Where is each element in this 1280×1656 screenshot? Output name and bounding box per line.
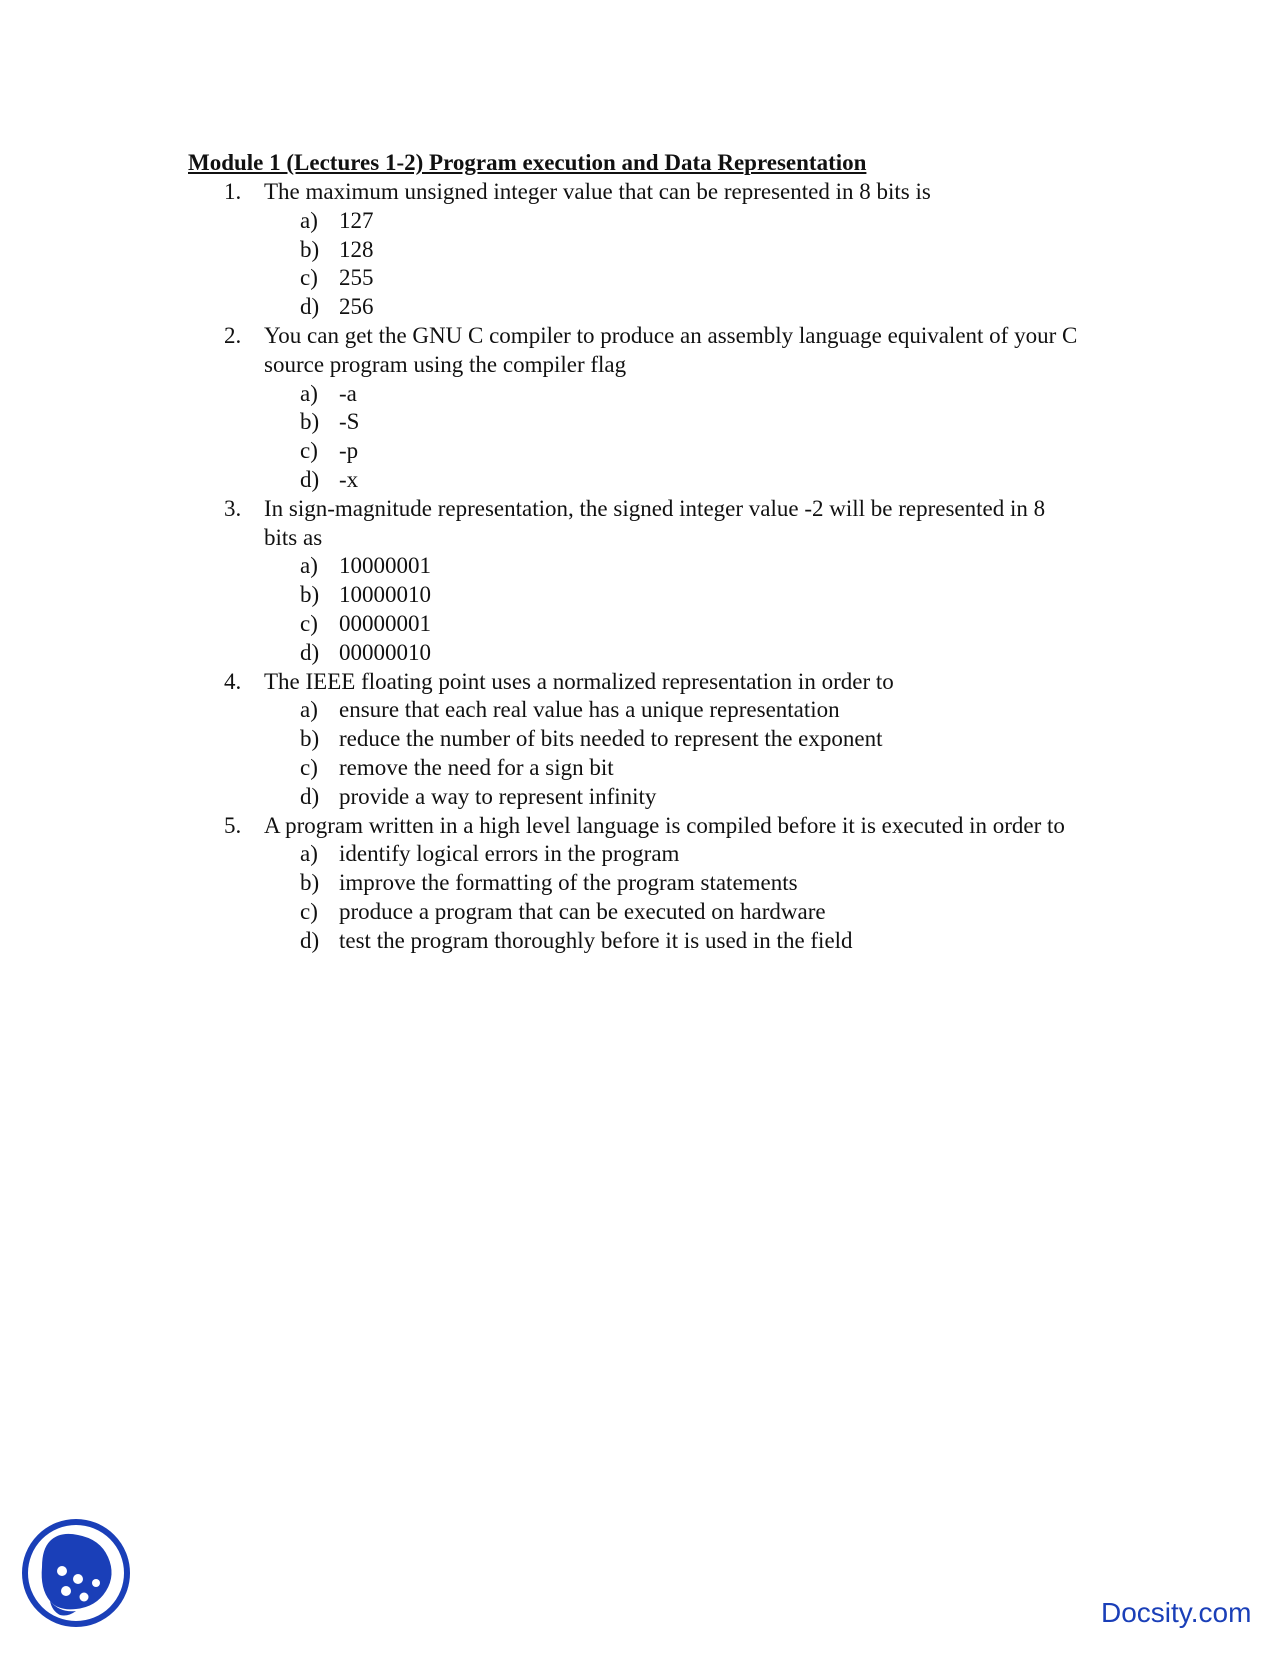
option-a: [188, 552, 1088, 581]
option-b: [188, 236, 1088, 265]
option-d: [188, 927, 1088, 956]
question-number: 4.: [224, 668, 242, 694]
option-text: 00000010: [339, 639, 431, 665]
question-2: [188, 322, 1088, 495]
option-text: provide a way to represent infinity: [339, 783, 657, 809]
option-letter: a): [300, 697, 318, 723]
option-list: [188, 840, 1088, 955]
option-list: [188, 207, 1088, 322]
option-letter: a): [300, 380, 318, 406]
option-text: -S: [339, 409, 360, 435]
option-letter: b): [300, 726, 320, 752]
option-b: [188, 581, 1088, 610]
option-c: [188, 610, 1088, 639]
option-a: [188, 207, 1088, 236]
question-5: [188, 812, 1088, 956]
question-number: 1.: [224, 179, 242, 204]
option-text: 00000001: [339, 610, 431, 636]
docsity-logo-icon[interactable]: [20, 1517, 132, 1629]
option-b: [188, 408, 1088, 437]
option-text: 127: [339, 207, 374, 233]
option-letter: a): [300, 553, 318, 579]
option-text: 10000010: [339, 582, 431, 608]
option-text: 255: [339, 265, 374, 291]
option-letter: a): [300, 207, 318, 233]
question-1: [188, 178, 1088, 322]
option-text: -x: [339, 466, 359, 492]
option-text: test the program thoroughly before it is used in the field: [339, 927, 853, 953]
option-letter: d): [300, 927, 320, 953]
option-c: [188, 754, 1088, 783]
option-letter: b): [300, 870, 320, 896]
option-letter: b): [300, 582, 320, 608]
option-text: ensure that each real value has a unique representation: [339, 697, 840, 723]
question-text: The maximum unsigned integer value that can be represented in 8 bits is: [264, 179, 931, 204]
option-a: [188, 840, 1088, 869]
docsity-brand-link[interactable]: Docsity.com: [1101, 1597, 1252, 1628]
option-letter: a): [300, 841, 318, 867]
question-text: You can get the GNU C compiler to produce an assembly language equivalent of your C source program using the compiler flag: [264, 322, 1078, 377]
option-text: improve the formatting of the program statements: [339, 870, 798, 896]
option-letter: d): [300, 639, 320, 665]
option-b: [188, 869, 1088, 898]
option-letter: d): [300, 783, 320, 809]
option-list: [188, 380, 1088, 495]
option-letter: c): [300, 754, 318, 780]
option-c: [188, 898, 1088, 927]
question-number: 2.: [224, 322, 242, 348]
question-number: 5.: [224, 812, 242, 838]
question-text: The IEEE floating point uses a normalized representation in order to: [264, 668, 894, 694]
option-list: [188, 552, 1088, 667]
option-text: reduce the number of bits needed to represent the exponent: [339, 726, 883, 752]
option-text: remove the need for a sign bit: [339, 754, 614, 780]
option-d: [188, 293, 1088, 322]
question-3: [188, 495, 1088, 668]
option-text: identify logical errors in the program: [339, 841, 680, 867]
option-letter: d): [300, 466, 320, 492]
option-text: 256: [339, 294, 374, 320]
option-a: [188, 696, 1088, 725]
question-4: [188, 668, 1088, 812]
option-list: [188, 696, 1088, 811]
option-c: [188, 437, 1088, 466]
option-letter: c): [300, 610, 318, 636]
option-text: -p: [339, 438, 359, 464]
option-text: 128: [339, 236, 374, 262]
option-letter: b): [300, 236, 320, 262]
option-letter: b): [300, 409, 320, 435]
module-heading: Module 1 (Lectures 1-2) Program execution and Data Representation: [188, 150, 867, 175]
option-letter: c): [300, 265, 318, 291]
option-text: produce a program that can be executed on hardware: [339, 898, 826, 924]
option-letter: c): [300, 438, 318, 464]
option-letter: c): [300, 898, 318, 924]
option-letter: d): [300, 294, 320, 320]
option-d: [188, 466, 1088, 495]
option-b: [188, 725, 1088, 754]
question-text: A program written in a high level language is compiled before it is executed in order to: [264, 812, 1065, 838]
question-list: [188, 178, 1088, 956]
option-c: [188, 264, 1088, 293]
option-d: [188, 783, 1088, 812]
question-text: In sign-magnitude representation, the signed integer value -2 will be represented in 8 bits as: [264, 495, 1046, 550]
option-a: [188, 380, 1088, 409]
docsity-logo-graphic: [20, 1517, 132, 1629]
option-d: [188, 639, 1088, 668]
option-text: -a: [339, 380, 357, 406]
option-text: 10000001: [339, 553, 431, 579]
question-number: 3.: [224, 495, 242, 521]
